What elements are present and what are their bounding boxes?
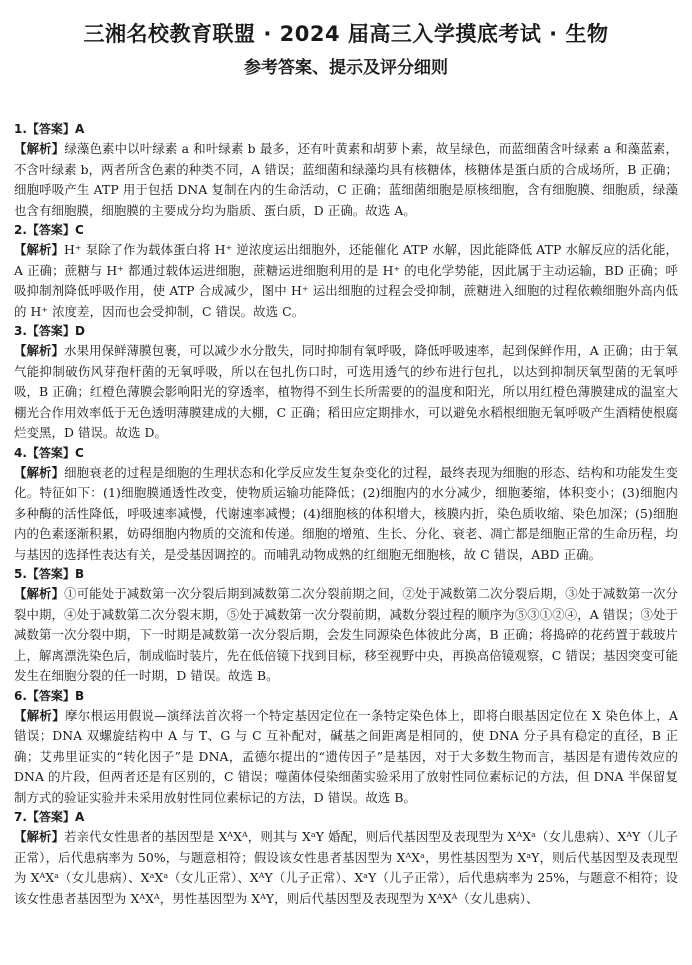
question-number: 5. [14, 567, 27, 581]
question-list [14, 120, 678, 909]
analysis-paragraph [14, 706, 678, 809]
question-block [14, 808, 678, 909]
answer-value: B [74, 688, 85, 703]
analysis-label: 【解析】 [14, 343, 65, 358]
answer-value: B [74, 567, 85, 581]
answer-value: A [74, 122, 85, 136]
question-block [14, 444, 678, 566]
answer-line [14, 120, 678, 139]
answer-label: 【答案】 [26, 810, 75, 824]
analysis-label: 【解析】 [14, 829, 65, 844]
analysis-label: 【解析】 [14, 242, 65, 257]
answer-line [14, 687, 678, 706]
analysis-paragraph [14, 240, 678, 322]
question-number: 1. [14, 122, 27, 136]
analysis-label: 【解析】 [14, 707, 65, 723]
question-block [14, 687, 678, 809]
answer-line [14, 322, 678, 341]
analysis-text: 若亲代女性患者的基因型是 XᴬXᴬ，则其与 XᵃY 婚配，则后代基因型及表现型为 XᴬXᵃ（女儿患病）、XᴬY（儿子正常），后代患病率为 50%，与题意相符；假设该女性患者基因型为 XᴬXᵃ，男性基因型为 XᵃY，则后代基因型及表现型为 XᴬXᵃ（女儿患病）、XᵃXᵃ（女儿正常）、XᴬY（儿子正常）、XᵃY（儿子正常），后代患病率为 25%，与题意不相符；设该女性患者基因型为 XᴬXᴬ，男性基因型为 XᴬY，则后代基因型及表现型为 XᴬXᴬ（女儿患病）、 [14, 829, 679, 906]
answer-value: A [74, 810, 85, 824]
analysis-paragraph [14, 463, 678, 566]
analysis-label: 【解析】 [14, 586, 65, 601]
analysis-paragraph [14, 139, 678, 221]
question-number: 4. [14, 445, 27, 460]
analysis-text: 水果用保鲜薄膜包裹，可以减少水分散失，同时抑制有氧呼吸，降低呼吸速率，起到保鲜作用，A 正确；由于氧气能抑制破伤风芽孢杆菌的无氧呼吸，所以在包扎伤口时，可选用透气的纱布进行包扎，以达到抑制厌氧型菌的无氧呼吸，B 正确；红橙色薄膜会影响阳光的穿透率，植物得不到生长所需要的的温度和阳光，所以用红橙色薄膜建成的温室大棚光合作用效率低于无色透明薄膜建成的大棚，C 正确；稻田应定期排水，可以避免水稻根细胞无氧呼吸产生酒精使根腐烂变黑，D 错误。故选 D。 [14, 343, 678, 440]
analysis-text: ①可能处于减数第一次分裂后期到减数第二次分裂前期之间，②处于减数第二次分裂后期，③处于减数第一次分裂中期，④处于减数第二次分裂末期，⑤处于减数第一次分裂前期，减数分裂过程的顺序为⑤③①②④，A 错误；③处于减数第一次分裂中期，下一时期是减数第一次分裂后期，会发生同源染色体彼此分离，B 正确；将捣碎的花药置于载玻片上，解离漂洗染色后，制成临时装片，先在低倍镜下找到目标，移至视野中央，再换高倍镜观察，C 错误；基因突变可能发生在细胞分裂的任一时期，D 错误。故选 B。 [14, 586, 678, 683]
question-number: 2. [14, 223, 27, 237]
page-subtitle: 参考答案、提示及评分细则 [244, 58, 448, 78]
analysis-text: H⁺ 泵除了作为载体蛋白将 H⁺ 逆浓度运出细胞外，还能催化 ATP 水解，因此能降低 ATP 水解反应的活化能，A 正确；蔗糖与 H⁺ 都通过载体运进细胞，蔗糖运进细胞利用的是 H⁺ 的电化学势能，因此属于主动运输，BD 正确；呼吸抑制剂降低呼吸作用，使 ATP 合成减少，图中 H⁺ 运出细胞的过程会受抑制，蔗糖进入细胞的过程依赖细胞外高内低的 H⁺ 浓度差，因而也会受抑制，C 错误。故选 C。 [14, 242, 678, 319]
answer-line [14, 808, 678, 827]
answer-line [14, 444, 678, 463]
question-block [14, 120, 678, 221]
analysis-paragraph [14, 584, 678, 687]
analysis-label: 【解析】 [14, 141, 65, 156]
question-block [14, 322, 678, 444]
question-number: 7. [14, 810, 27, 824]
answer-label: 【答案】 [26, 223, 75, 237]
answer-value: C [74, 223, 84, 237]
analysis-text: 绿藻色素中以叶绿素 a 和叶绿素 b 最多，还有叶黄素和胡萝卜素，故呈绿色，而蓝细菌含叶绿素 a 和藻蓝素，不含叶绿素 b，两者所含色素的种类不同，A 错误；蓝细菌和绿藻均具有核糖体，核糖体是蛋白质的合成场所，B 正确；细胞呼吸产生 ATP 用于包括 DNA 复制在内的生命活动，C 正确；蓝细菌细胞是原核细胞，含有细胞膜、细胞质，绿藻也含有细胞膜，细胞膜的主要成分均为脂质、蛋白质，D 正确。故选 A。 [14, 141, 678, 218]
answer-value: C [74, 445, 84, 460]
answer-line [14, 565, 678, 584]
question-block [14, 565, 678, 687]
answer-value: D [74, 324, 85, 338]
analysis-paragraph [14, 341, 678, 444]
answer-label: 【答案】 [26, 122, 75, 136]
question-number: 3. [14, 324, 27, 338]
answer-line [14, 221, 678, 240]
question-number: 6. [14, 688, 27, 703]
answer-label: 【答案】 [26, 688, 75, 703]
analysis-paragraph [14, 827, 678, 909]
question-block [14, 221, 678, 322]
answer-label: 【答案】 [26, 567, 75, 581]
answer-label: 【答案】 [26, 324, 75, 338]
page-title: 三湘名校教育联盟 · 2024 届高三入学摸底考试 · 生物 [83, 22, 609, 46]
answer-label: 【答案】 [26, 445, 75, 460]
analysis-text: 细胞衰老的过程是细胞的生理状态和化学反应发生复杂变化的过程，最终表现为细胞的形态、结构和功能发生变化。特征如下：(1)细胞膜通透性改变，使物质运输功能降低；(2)细胞内的水分减少，细胞萎缩，体积变小；(3)细胞内多种酶的活性降低，呼吸速率减慢，代谢速率减慢；(4)细胞核的体积增大，核膜内折，染色质收缩、染色加深；(5)细胞内的色素逐渐积累，妨碍细胞内物质的交流和传递。细胞的增殖、生长、分化、衰老、凋亡都是细胞正常的生命历程，均与基因的选择性表达有关，是受基因调控的。而哺乳动物成熟的红细胞无细胞核，故 C 错误，ABD 正确。 [14, 464, 678, 562]
analysis-text: 摩尔根运用假说—演绎法首次将一个特定基因定位在一条特定染色体上，即将白眼基因定位在 X 染色体上，A 错误；DNA 双螺旋结构中 A 与 T、G 与 C 互补配对，碱基之间距离是相同的，使 DNA 分子具有稳定的直径，B 正确；艾弗里证实的“转化因子”是 DNA，孟德尔提出的“遗传因子”是基因，对于大多数生物而言，基因是有遗传效应的 DNA 的片段，但两者还是有区别的，C 错误；噬菌体侵染细菌实验采用了放射性同位素标记的方法，但 DNA 半保留复制方式的验证实验并未采用放射性同位素标记的方法，D 错误。故选 B。 [14, 707, 678, 805]
analysis-label: 【解析】 [14, 464, 65, 480]
